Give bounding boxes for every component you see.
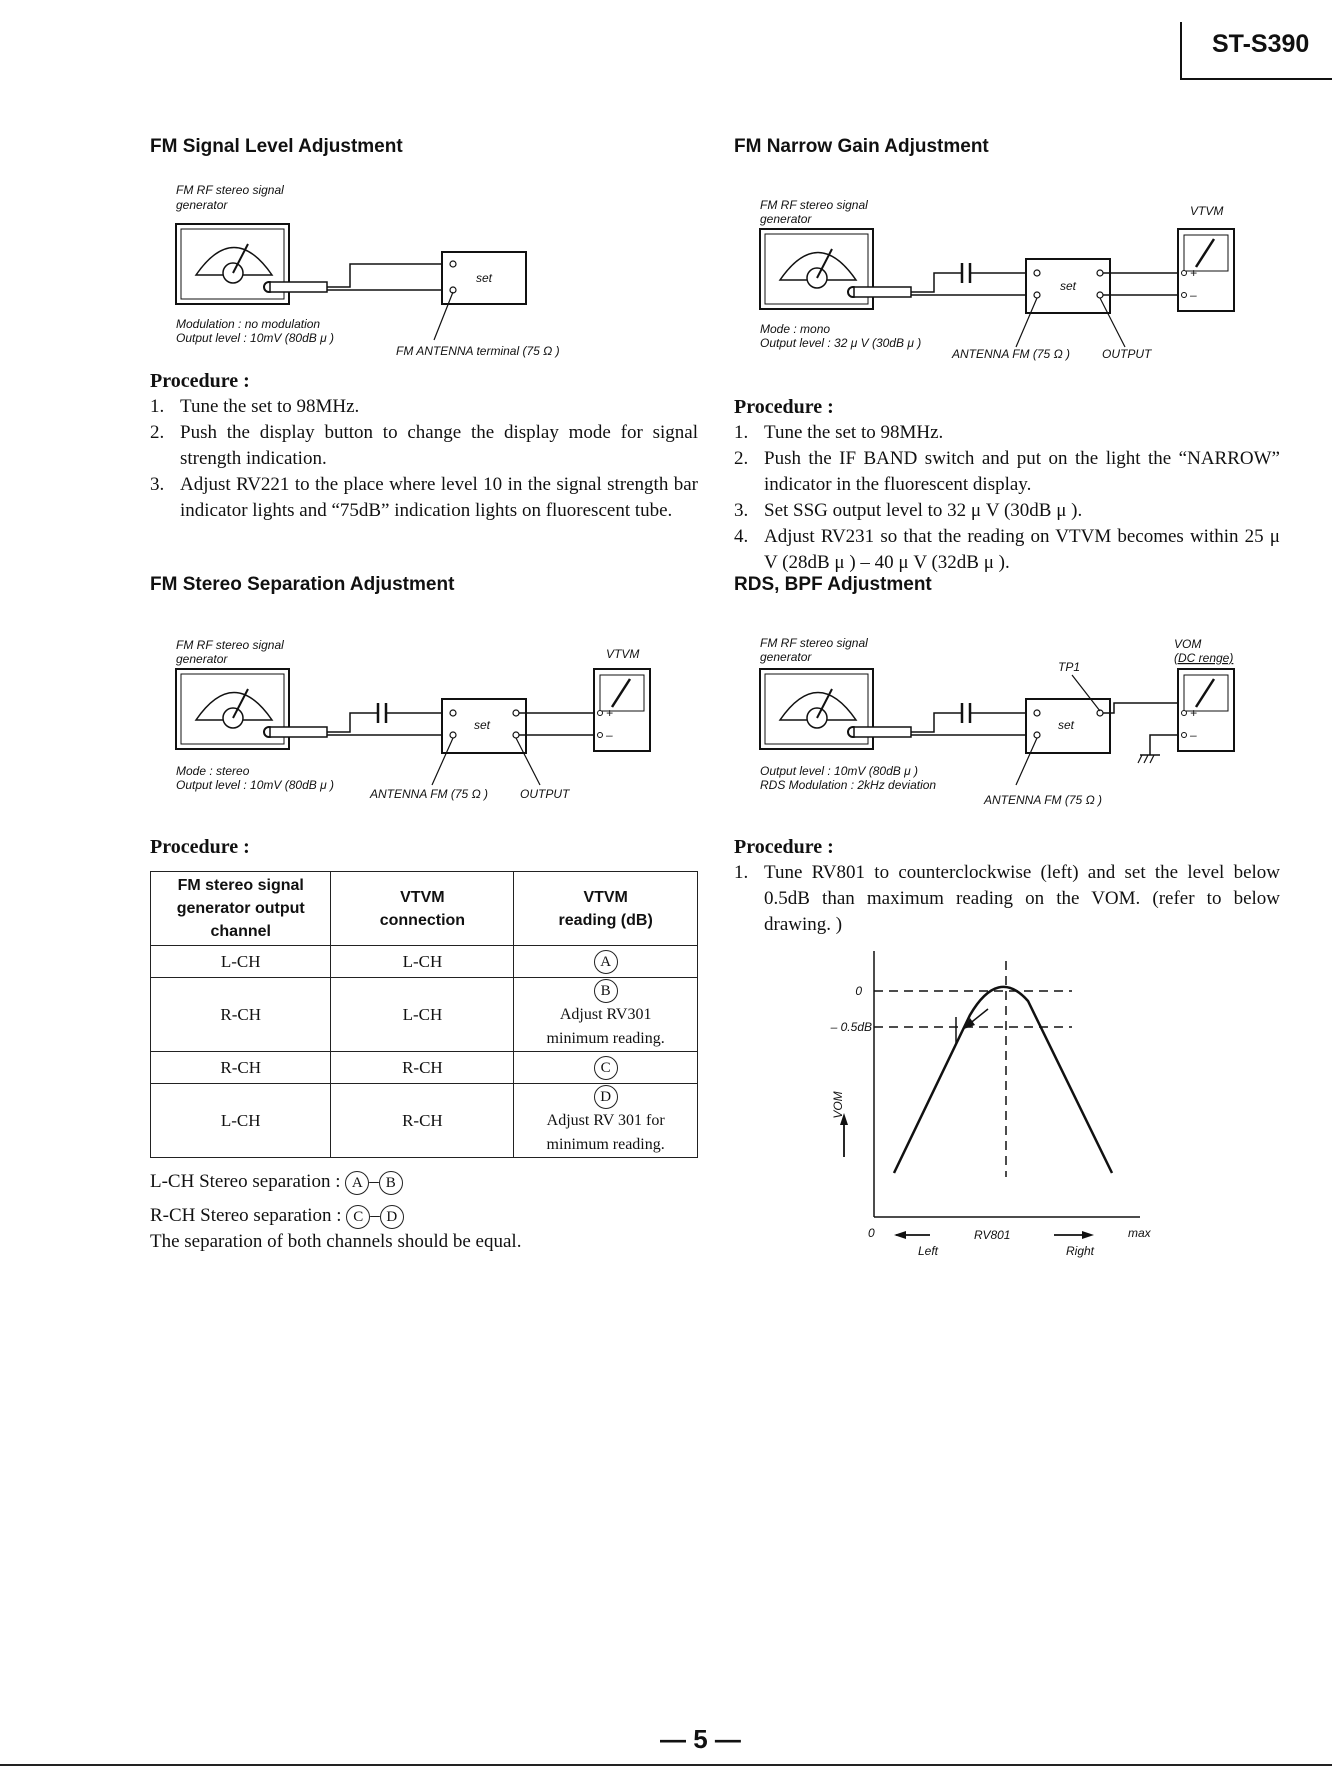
vtvm-meter — [594, 669, 650, 751]
rds-gen-label-1: FM RF stereo signal — [760, 636, 868, 650]
vtvm-meter — [1178, 229, 1234, 311]
rds-procedure-title: Procedure : — [734, 836, 834, 858]
step: 4. Adjust RV231 so that the reading on VTVM becomes within 25 μ V (28dB μ ) – 40 μ V (32dB μ ). — [734, 526, 1280, 573]
table-row — [151, 978, 698, 1052]
model-box — [1180, 22, 1332, 80]
set-box — [442, 252, 526, 304]
fm-stereo-gen-label-2: generator — [176, 652, 228, 666]
fm-stereo-title: FM Stereo Separation Adjustment — [150, 574, 455, 595]
ground-symbol — [1138, 755, 1160, 763]
fm-narrow-diagram — [734, 195, 1264, 370]
adjust-note: Adjust RV 301 for minimum reading. — [546, 1112, 665, 1153]
rds-gen-label-2: generator — [760, 650, 812, 664]
equal-note: The separation of both channels should be equal. — [150, 1231, 522, 1252]
rds-antenna-label: ANTENNA FM (75 Ω ) — [984, 793, 1103, 807]
fm-narrow-mode-line: Mode : mono — [760, 322, 831, 336]
marker-a: A — [594, 950, 618, 974]
step: 1. Tune the set to 98MHz. — [150, 396, 360, 417]
cell-reading — [514, 978, 698, 1052]
table-row — [151, 1084, 698, 1158]
y-tick-05db: – 0.5dB — [830, 1020, 872, 1034]
plus-sign: + — [606, 706, 614, 720]
step: 2. Push the IF BAND switch and put on the light the “NARROW” indicator in the fluorescent display. — [734, 448, 1280, 495]
set-box — [1026, 259, 1110, 313]
rds-diagram — [734, 633, 1264, 818]
right-arrow — [1054, 1231, 1094, 1239]
marker-c: C — [594, 1056, 618, 1080]
left-arrow — [894, 1231, 930, 1239]
minus-sign: – — [1190, 288, 1197, 302]
minus-sign: – — [1190, 728, 1197, 742]
fm-signal-out-line: Output level : 10mV (80dB μ ) — [176, 331, 334, 345]
rds-title: RDS, BPF Adjustment — [734, 574, 932, 595]
rds-vom-label-2: (DC renge) — [1174, 651, 1234, 665]
table-row — [151, 946, 698, 978]
cell-reading — [514, 946, 698, 978]
cell-gen: R-CH — [151, 978, 331, 1052]
separation-table — [150, 871, 698, 1158]
fm-narrow-out-line: Output level : 32 μ V (30dB μ ) — [760, 336, 922, 350]
cell-reading — [514, 1052, 698, 1084]
vom-meter — [1178, 669, 1234, 751]
marker-d: D — [594, 1085, 618, 1109]
fm-narrow-gen-label-2: generator — [760, 212, 812, 226]
rds-tp-label: TP1 — [1058, 660, 1081, 674]
minus-sign: – — [606, 728, 613, 742]
fm-stereo-mode-line: Mode : stereo — [176, 764, 250, 778]
rds-steps — [734, 860, 1280, 938]
cell-gen: L-CH — [151, 946, 331, 978]
right-label: Right — [1066, 1244, 1095, 1258]
left-label: Left — [918, 1244, 939, 1258]
fm-stereo-vtvm-label: VTVM — [606, 647, 640, 661]
step: 2. Push the display button to change the display mode for signal strength indication. — [150, 422, 698, 469]
fm-stereo-gen-label-1: FM RF stereo signal — [176, 638, 284, 652]
fm-stereo-output-label: OUTPUT — [520, 787, 570, 801]
step: 3. Adjust RV221 to the place where level 10 in the signal strength bar indicator lights and “75dB” indication lights on fluorescent tube. — [150, 474, 698, 521]
fm-stereo-diagram — [150, 635, 670, 810]
fm-signal-diagram — [150, 180, 590, 360]
fm-signal-title: FM Signal Level Adjustment — [150, 136, 403, 157]
fm-signal-steps — [150, 394, 698, 524]
fm-stereo-set-label: set — [474, 718, 491, 732]
cell-vtvm: R-CH — [331, 1052, 514, 1084]
fm-stereo-out-line: Output level : 10mV (80dB μ ) — [176, 778, 334, 792]
coax-cable — [854, 703, 1028, 737]
col-header-vtvm: VTVM connection — [331, 872, 514, 946]
fm-narrow-set-label: set — [1060, 279, 1077, 293]
coax-cable — [270, 264, 444, 292]
adjust-note: Adjust RV301 minimum reading. — [546, 1006, 665, 1047]
rds-vom-label-1: VOM — [1174, 637, 1202, 651]
x-axis-label: RV801 — [974, 1228, 1011, 1242]
bottom-rule — [0, 1764, 1332, 1766]
model-number: ST-S390 — [1212, 30, 1310, 58]
fm-narrow-gen-label-1: FM RF stereo signal — [760, 198, 868, 212]
fm-signal-procedure-title: Procedure : — [150, 370, 250, 392]
col-header-reading: VTVM reading (dB) — [514, 872, 698, 946]
fm-signal-gen-label-1: FM RF stereo signal — [176, 183, 284, 197]
rch-separation: R-CH Stereo separation : C – D — [150, 1205, 404, 1229]
fm-narrow-procedure-title: Procedure : — [734, 396, 834, 418]
rds-mod-line: RDS Modulation : 2kHz deviation — [760, 778, 937, 792]
step: 1. Tune the set to 98MHz. — [734, 422, 944, 443]
cell-vtvm: R-CH — [331, 1084, 514, 1158]
fm-narrow-steps — [734, 420, 1280, 576]
page-number: — 5 — — [660, 1724, 741, 1754]
fm-signal-terminal-label: FM ANTENNA terminal (75 Ω ) — [396, 344, 560, 358]
x-start-label: 0 — [868, 1226, 875, 1240]
cell-vtvm: L-CH — [331, 946, 514, 978]
table-row — [151, 1052, 698, 1084]
fm-narrow-vtvm-label: VTVM — [1190, 204, 1224, 218]
marker-b: B — [594, 979, 618, 1003]
coax-cable — [854, 263, 1028, 297]
y-axis-label: VOM — [831, 1091, 845, 1119]
fm-narrow-title: FM Narrow Gain Adjustment — [734, 136, 989, 157]
plus-sign: + — [1190, 706, 1198, 720]
fm-narrow-antenna-label: ANTENNA FM (75 Ω ) — [952, 347, 1071, 361]
cell-vtvm: L-CH — [331, 978, 514, 1052]
rv801-chart — [810, 945, 1190, 1265]
cell-gen: L-CH — [151, 1084, 331, 1158]
coax-cable — [270, 703, 444, 737]
set-box — [442, 699, 526, 753]
fm-signal-set-label: set — [476, 271, 493, 285]
response-curve — [894, 987, 1112, 1173]
step: 1. Tune RV801 to counterclockwise (left) and set the level below 0.5dB than maximum reading on the VOM. (refer to below drawing. ) — [734, 862, 1280, 935]
lch-separation: L-CH Stereo separation : A – B — [150, 1171, 403, 1195]
plus-sign: + — [1190, 266, 1198, 280]
rds-set-label: set — [1058, 718, 1075, 732]
cell-gen: R-CH — [151, 1052, 331, 1084]
fm-signal-mod-line: Modulation : no modulation — [176, 317, 321, 331]
col-header-gen: FM stereo signal generator output channel — [151, 872, 331, 946]
rds-out-line: Output level : 10mV (80dB μ ) — [760, 764, 918, 778]
fm-stereo-antenna-label: ANTENNA FM (75 Ω ) — [370, 787, 489, 801]
fm-narrow-output-label: OUTPUT — [1102, 347, 1152, 361]
step: 3. Set SSG output level to 32 μ V (30dB μ ). — [734, 500, 1083, 521]
fm-stereo-procedure-title: Procedure : — [150, 836, 250, 858]
y-tick-0: 0 — [855, 984, 862, 998]
cell-reading — [514, 1084, 698, 1158]
x-end-label: max — [1128, 1226, 1151, 1240]
fm-signal-gen-label-2: generator — [176, 198, 228, 212]
